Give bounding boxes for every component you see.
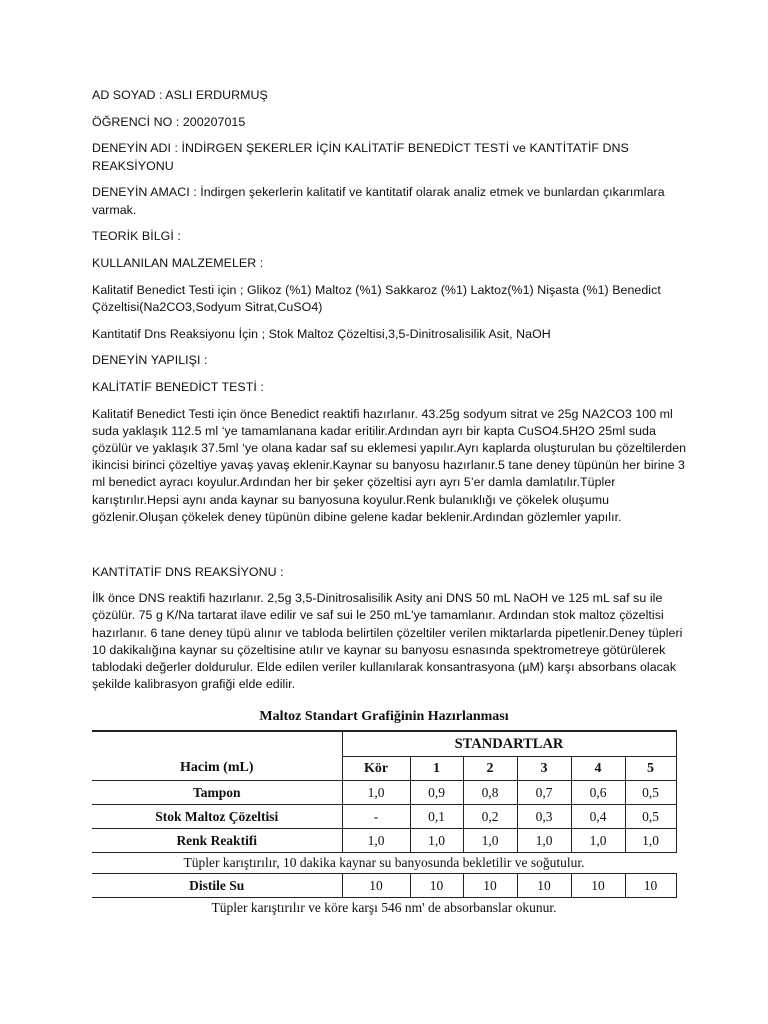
table-row [92, 829, 676, 853]
table-cell: 0,3 [517, 805, 571, 829]
standards-header: STANDARTLAR [342, 731, 676, 757]
materials-dns: Kantitatif Dns Reaksiyonu İçin ; Stok Maltoz Çözeltisi,3,5-Dinitrosalisilik Asit, NaOH [92, 326, 551, 341]
mid-note: Tüpler karıştırılır, 10 dakika kaynar su banyosunda bekletilir ve soğutulur. [92, 853, 676, 874]
table-cell: 0,5 [625, 805, 676, 829]
table-cell: 1,0 [625, 829, 676, 853]
row-label: Stok Maltoz Çözeltisi [92, 805, 342, 829]
theory-heading: TEORİK BİLGİ : [92, 229, 181, 244]
table-cell: 0,4 [571, 805, 625, 829]
student-name: AD SOYAD : ASLI ERDURMUŞ [92, 88, 268, 102]
group-header-row [92, 731, 676, 757]
table-cell: 10 [571, 874, 625, 898]
dns-paragraph: İlk önce DNS reaktifi hazırlanır. 2,5g 3,5-Dinitrosalisilik Asity ani DNS 50 mL NaOH ve 125 mL saf su ile çözülür. 75 g K/Na tartarat ilave edilir ve saf sui le 250 mL'ye tamamlanır. Ardından stok maltoz çözeltisi hazırlanır. 6 tane deney tüpü alınır ve tabloda belirtilen çözeltiler verilen miktarlarda pipetlenir.Deney tüpleri 10 dakikalığına kaynar su çözeltisine atılır ve kaynar su banyosu esnasında spektrometreye götürülerek tablodaki değerler doldurulur. Elde edilen veriler kullanılarak konsantrasyona (µM) karşı absorbans olacak şekilde kalibrasyon grafiği elde edilir. [92, 591, 683, 692]
column-header: 3 [517, 757, 571, 781]
table-cell: 1,0 [571, 829, 625, 853]
table-title: Maltoz Standart Grafiğinin Hazırlanması [259, 709, 509, 724]
row-label: Tampon [92, 781, 342, 805]
materials-benedict: Kalitatif Benedict Testi için ; Glikoz (%1) Maltoz (%1) Sakkaroz (%1) Laktoz(%1) Nişasta (%1) Benedict Çözeltisi(Na2CO3,Sodyum Sitrat,CuSO4) [92, 282, 661, 314]
table-cell: 0,2 [463, 805, 517, 829]
table-cell: 10 [463, 874, 517, 898]
bottom-note: Tüpler karıştırılır ve köre karşı 546 nm' de absorbanslar okunur. [211, 900, 557, 915]
column-header: 5 [625, 757, 676, 781]
table-row [92, 781, 676, 805]
row-label: Renk Reaktifi [92, 829, 342, 853]
column-header: 4 [571, 757, 625, 781]
table-cell: 1,0 [463, 829, 517, 853]
table-cell: 0,9 [410, 781, 463, 805]
table-cell: 0,6 [571, 781, 625, 805]
maltoz-standard-table-figure [92, 707, 676, 918]
student-number: ÖĞRENCİ NO : 200207015 [92, 114, 246, 129]
dns-heading: KANTİTATİF DNS REAKSİYONU : [92, 564, 284, 579]
table-cell: 10 [410, 874, 463, 898]
column-header: 1 [410, 757, 463, 781]
table-cell: 10 [625, 874, 676, 898]
table-cell: 0,8 [463, 781, 517, 805]
column-header: 2 [463, 757, 517, 781]
row-label: Distile Su [92, 874, 342, 898]
table-cell: 10 [517, 874, 571, 898]
table-cell: 1,0 [342, 829, 410, 853]
table-cell: 1,0 [410, 829, 463, 853]
table-row [92, 805, 676, 829]
experiment-purpose: DENEYİN AMACI : İndirgen şekerlerin kalitatif ve kantitatif olarak analiz etmek ve bunlardan çıkarımlara varmak. [92, 185, 665, 217]
procedure-heading: DENEYİN YAPILIŞI : [92, 353, 208, 368]
materials-heading: KULLANILAN MALZEMELER : [92, 255, 264, 270]
paragraph-gap [92, 536, 692, 564]
empty-corner-cell [92, 731, 342, 757]
table-cell: - [342, 805, 410, 829]
column-header-row [92, 757, 676, 781]
table-cell: 1,0 [342, 781, 410, 805]
table-cell: 0,1 [410, 805, 463, 829]
benedict-paragraph: Kalitatif Benedict Testi için önce Benedict reaktifi hazırlanır. 43.25g sodyum sitrat ve 25g NA2CO3 100 ml suda yaklaşık 112.5 ml ‘ye tamamlanana kadar eritilir.Ardından ayrı bir kapta CuSO4.5H2O 25ml suda çözülür ve yaklaşık 37.5ml ‘ye olana kadar saf su eklemesi yapılır.Ayrı kaplarda oluşturulan bu çözeltilerden ikincisi birinci çözeltiye yavaş yavaş eklenir.Kaynar su banyosu hazırlanır.5 tane deney tüpünün her birine 3 ml benedict ayracı koyulur.Ardından her bir şeker çözeltisi ayrı ayrı 5’er damla damlatılır.Tüpler karıştırılır.Hepsi aynı anda kaynar su banyosuna koyulur.Renk bulanıklığı ve çökelek oluşumu gözlenir.Oluşan çökelek deney tüpünün dibine gelene kadar beklenir.Ardından gözlemler yapılır. [92, 406, 687, 524]
table-row [92, 874, 676, 898]
note-row [92, 853, 676, 874]
table-cell: 0,5 [625, 781, 676, 805]
document-body [92, 87, 692, 703]
experiment-name: DENEYİN ADI : İNDİRGEN ŞEKERLER İÇİN KALİTATİF BENEDİCT TESTİ ve KANTİTATİF DNS REAKSİYONU [92, 141, 629, 173]
column-header: Kör [342, 757, 410, 781]
table-cell: 1,0 [517, 829, 571, 853]
standards-table [92, 730, 677, 898]
benedict-heading: KALİTATİF BENEDİCT TESTİ : [92, 379, 264, 394]
table-cell: 0,7 [517, 781, 571, 805]
table-cell: 10 [342, 874, 410, 898]
volume-label: Hacim (mL) [92, 757, 342, 781]
